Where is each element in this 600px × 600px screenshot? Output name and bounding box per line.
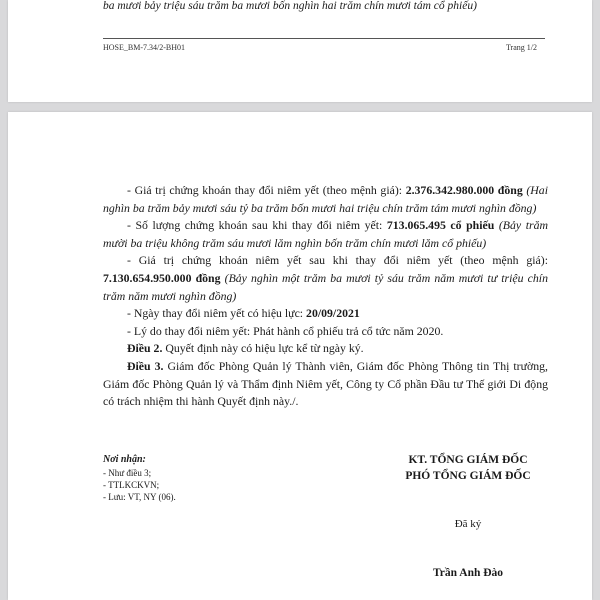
item-change-value: - Giá trị chứng khoán thay đổi niêm yết (theo mệnh giá): 2.376.342.980.000 đồng (Hai nghìn ba trăm bảy mươi sáu tỷ ba trăm bốn mươi hai triệu chín trăm tám mươi nghìn đồng) xyxy=(103,183,548,215)
recipients-block xyxy=(103,454,303,503)
form-code: HOSE_BM-7.34/2-BH01 xyxy=(103,43,186,52)
change-value-words: (Hai nghìn ba trăm bảy mươi sáu tỷ ba trăm bốn mươi hai triệu chín trăm tám mươi nghìn đồng) xyxy=(103,183,548,215)
recipient-item: - Lưu: VT, NY (06). xyxy=(103,492,176,502)
recipients-title: Nơi nhận: xyxy=(103,454,146,465)
item-reason: - Lý do thay đổi niêm yết: Phát hành cổ phiếu trả cổ tức năm 2020. xyxy=(127,323,444,338)
page-number: Trang 1/2 xyxy=(505,43,537,52)
decision-body xyxy=(103,182,548,411)
item-listed-value: - Giá trị chứng khoán niêm yết sau khi thay đổi niêm yết (theo mệnh giá): 7.130.654.950.000 đồng (Bảy nghìn một trăm ba mươi tỷ sáu trăm năm mươi tư triệu chín trăm năm mươi nghìn đồng) xyxy=(103,253,548,303)
listed-value-words: (Bảy nghìn một trăm ba mươi tỷ sáu trăm năm mươi tư triệu chín trăm năm mươi nghìn đồng) xyxy=(103,270,548,303)
item-shares-after: - Số lượng chứng khoán sau khi thay đổi niêm yết: 713.065.495 cổ phiếu (Bảy trăm mười ba triệu không trăm sáu mươi lăm nghìn bốn trăm chín mươi lăm cổ phiếu) xyxy=(103,218,548,250)
change-value-amount: 2.376.342.980.000 đồng xyxy=(405,183,523,197)
signature-block xyxy=(368,452,568,579)
signed-note: Đã ký xyxy=(454,518,482,530)
carry-over-text: ba mươi bảy triệu sáu trăm ba mươi bốn nghìn hai trăm chín mươi tám cổ phiếu) xyxy=(103,0,477,12)
signer-position-1: KT. TỔNG GIÁM ĐỐC xyxy=(408,454,528,466)
current-page xyxy=(8,112,592,600)
article-2: Điều 2. Quyết định này có hiệu lực kể từ ngày ký. xyxy=(127,341,364,356)
footer-divider xyxy=(103,38,545,39)
listed-value-amount: 7.130.654.950.000 đồng xyxy=(103,270,221,285)
shares-after-words: (Bảy trăm mười ba triệu không trăm sáu mươi lăm nghìn bốn trăm chín mươi lăm cổ phiếu) xyxy=(103,218,548,250)
item-effective-date: - Ngày thay đổi niêm yết có hiệu lực: 20/09/2021 xyxy=(127,306,360,321)
recipient-item: - TTLKCKVN; xyxy=(103,480,160,490)
effective-date: 20/09/2021 xyxy=(306,306,360,321)
previous-page xyxy=(8,0,592,102)
signer-position-2: PHÓ TỔNG GIÁM ĐỐC xyxy=(405,470,531,482)
shares-after-amount: 713.065.495 cổ phiếu xyxy=(386,218,495,233)
article-3: Điều 3. Giám đốc Phòng Quản lý Thành viên, Giám đốc Phòng Thông tin Thị trường, Giám đốc Phòng Quản lý và Thẩm định Niêm yết, Công ty Cổ phần Đầu tư Thế giới Di động có trách nhiệm thi hành Quyết định này./. xyxy=(103,358,548,409)
signer-name: Trần Anh Đào xyxy=(432,567,504,579)
recipient-item: - Như điều 3; xyxy=(103,468,152,478)
